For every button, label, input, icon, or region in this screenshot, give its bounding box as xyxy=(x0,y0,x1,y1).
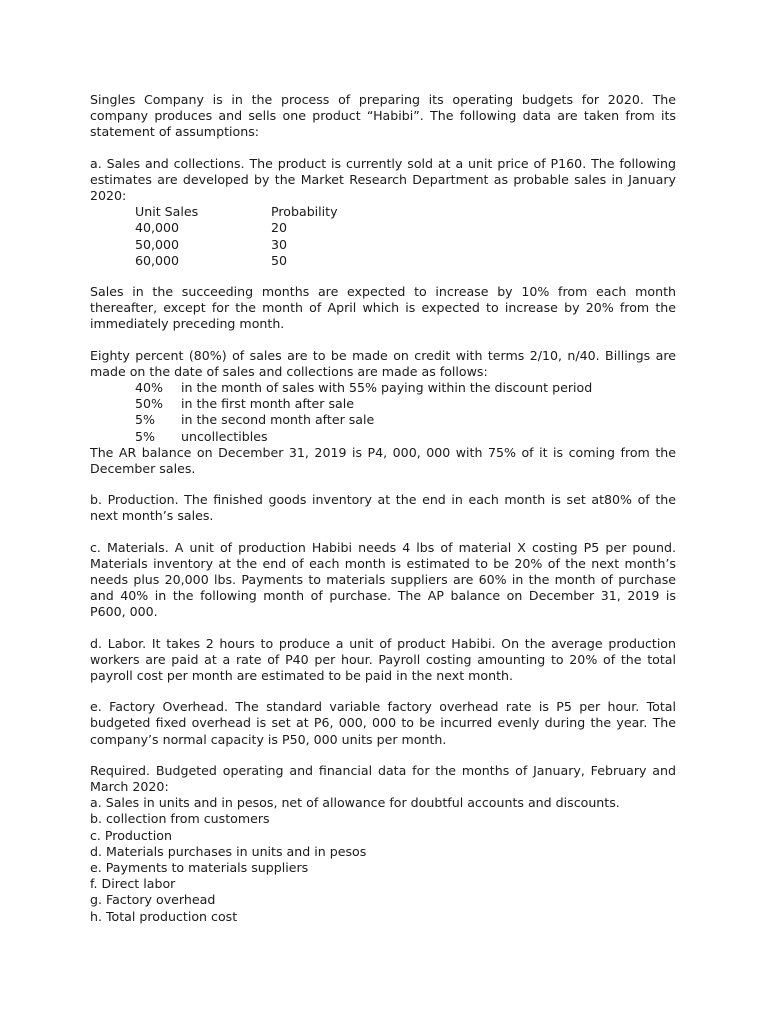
list-item: c. Production xyxy=(90,827,172,843)
document-page xyxy=(90,92,676,925)
table-row xyxy=(90,220,676,236)
credit-paragraph: Eighty percent (80%) of sales are to be made on credit with terms 2/10, n/40. Billings are made on the date of sales and collections are made as follows: xyxy=(90,347,676,379)
list-item xyxy=(90,412,676,428)
growth-paragraph: Sales in the succeeding months are expected to increase by 10% from each month thereafter, except for the month of April which is expected to increase by 20% from the immediately preceding month. xyxy=(90,283,676,332)
collections-list xyxy=(90,380,676,445)
header-unit-sales: Unit Sales xyxy=(135,204,199,220)
collection-description: uncollectibles xyxy=(181,428,268,444)
unit-sales-cell: 60,000 xyxy=(135,252,180,268)
sales-probability-table xyxy=(90,204,676,269)
list-item: b. collection from customers xyxy=(90,811,270,827)
list-item: f. Direct labor xyxy=(90,876,176,892)
collection-description: in the first month after sale xyxy=(181,396,354,412)
labor-paragraph: d. Labor. It takes 2 hours to produce a unit of product Habibi. On the average production workers are paid at a rate of P40 per hour. Payroll costing amounting to 20% of the total payroll cost per month are estimated to be paid in the next month. xyxy=(90,635,676,683)
collection-percent: 5% xyxy=(135,412,155,428)
production-paragraph: b. Production. The finished goods inventory at the end in each month is set at80% of the next month’s sales. xyxy=(90,492,676,524)
table-header-row xyxy=(90,204,676,220)
probability-cell: 20 xyxy=(271,220,288,236)
intro-paragraph: Singles Company is in the process of preparing its operating budgets for 2020. The company produces and sells one product “Habibi”. The following data are taken from its statement of assumptions: xyxy=(90,92,676,140)
list-item xyxy=(90,396,676,412)
ar-balance-paragraph: The AR balance on December 31, 2019 is P4, 000, 000 with 75% of it is coming from the December sales. xyxy=(90,444,676,476)
header-probability: Probability xyxy=(271,204,338,220)
required-list xyxy=(90,795,676,925)
probability-cell: 50 xyxy=(271,252,288,268)
unit-sales-cell: 40,000 xyxy=(135,220,180,236)
overhead-paragraph: e. Factory Overhead. The standard variable factory overhead rate is P5 per hour. Total budgeted fixed overhead is set at P6, 000, 000 to be incurred evenly during the year. The company’s normal capacity is P50, 000 units per month. xyxy=(90,699,676,747)
sales-paragraph: a. Sales and collections. The product is currently sold at a unit price of P160. The following estimates are developed by the Market Research Department as probable sales in January 2020: xyxy=(90,155,676,204)
list-item: g. Factory overhead xyxy=(90,892,216,908)
collection-percent: 5% xyxy=(135,428,155,444)
collection-description: in the second month after sale xyxy=(181,412,375,428)
unit-sales-cell: 50,000 xyxy=(135,236,180,252)
probability-cell: 30 xyxy=(271,236,288,252)
list-item xyxy=(90,429,676,445)
list-item: h. Total production cost xyxy=(90,908,238,924)
list-item: e. Payments to materials suppliers xyxy=(90,860,309,875)
list-item: a. Sales in units and in pesos, net of allowance for doubtful accounts and discounts. xyxy=(90,795,620,811)
required-heading: Required. Budgeted operating and financial data for the months of January, February and March 2020: xyxy=(90,762,676,794)
list-item xyxy=(90,380,676,396)
table-row xyxy=(90,237,676,253)
materials-paragraph: c. Materials. A unit of production Habibi needs 4 lbs of material X costing P5 per pound. Materials inventory at the end of each month is estimated to be 20% of the next month’s needs plus 20,000 lbs. Payments to materials suppliers are 60% in the month of purchase and 40% in the following month of purchase. The AP balance on December 31, 2019 is P600, 000. xyxy=(90,539,676,620)
collection-percent: 40% xyxy=(135,379,163,395)
table-row xyxy=(90,253,676,269)
collection-description: in the month of sales with 55% paying within the discount period xyxy=(181,379,593,395)
list-item: d. Materials purchases in units and in pesos xyxy=(90,843,367,859)
collection-percent: 50% xyxy=(135,396,163,412)
